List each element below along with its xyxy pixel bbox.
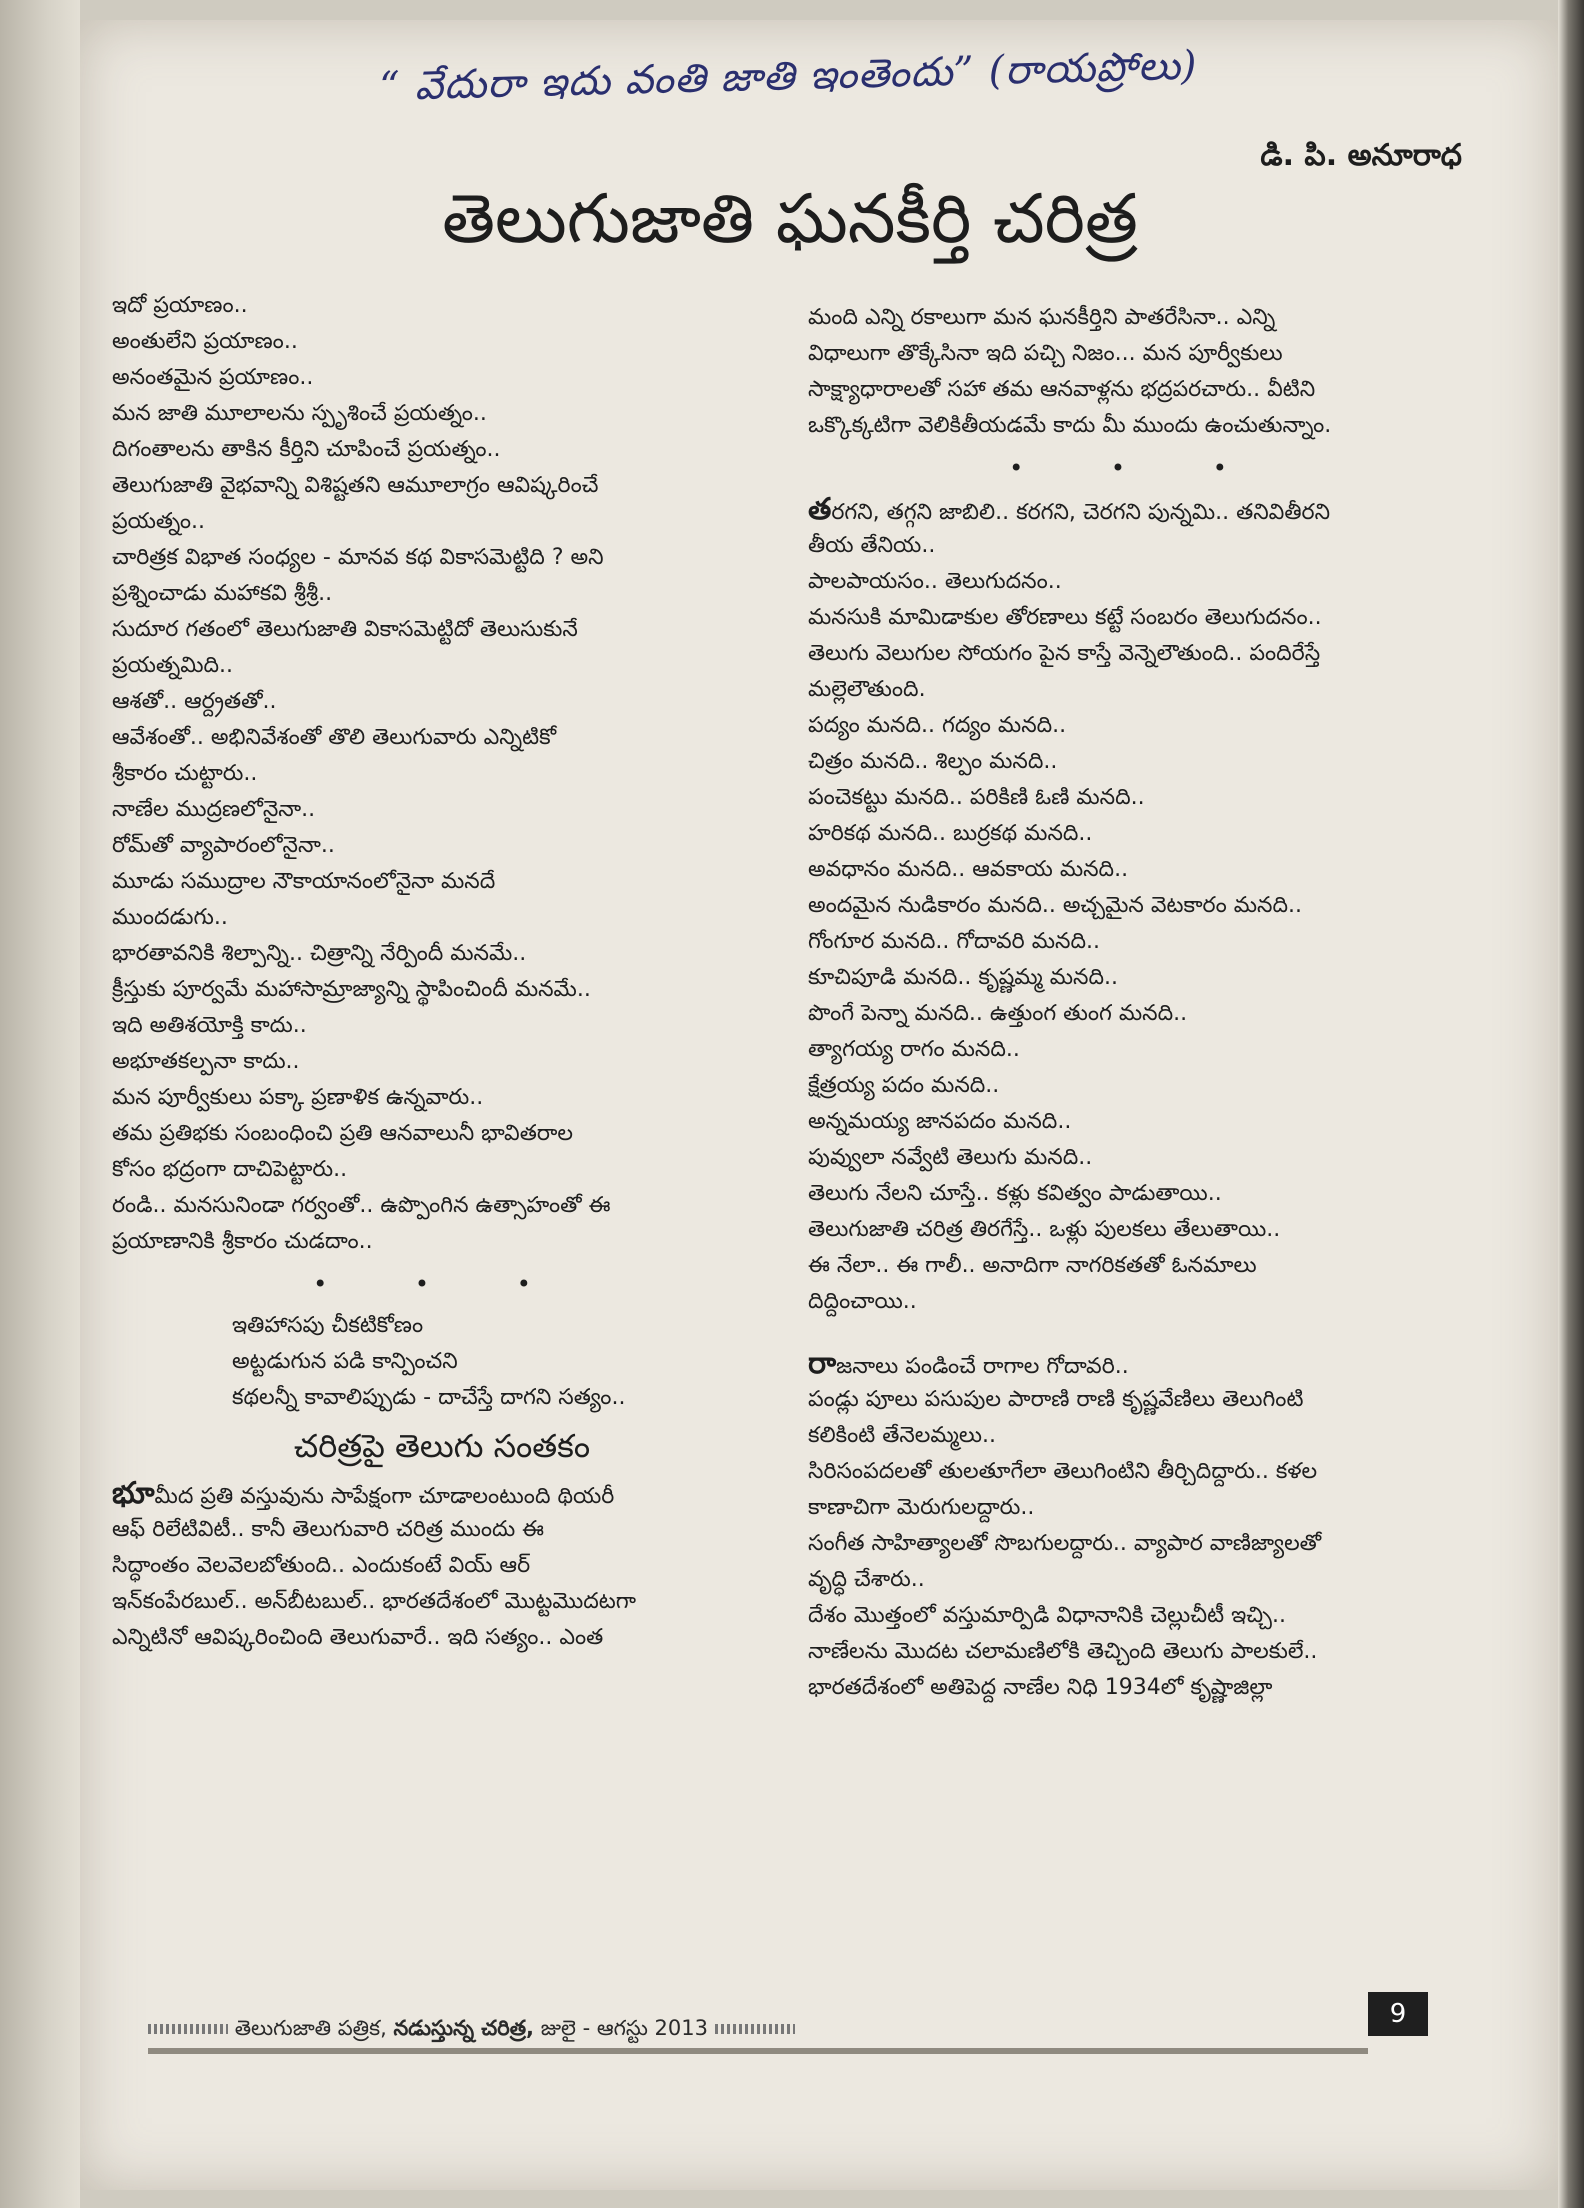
section-lines [112,1512,772,1656]
text-line: సంగీత సాహిత్యాలతో సొబగులద్దారు.. వ్యాపార వాణిజ్యాలతో [808,1531,1322,1556]
text-line: క్షేత్రయ్య పదం మనది.. [808,1073,1000,1098]
text-line: ప్రశ్నించాడు మహాకవి శ్రీశ్రీ.. [112,581,333,606]
text-line: తెలుగు వెలుగుల సోయగం పైన కాస్తే వెన్నెలౌతుంది.. పందిరేస్తే [808,641,1321,666]
text-line: మంది ఎన్ని రకాలుగా మన ఘనకీర్తిని పాతరేసినా.. ఎన్ని [808,305,1276,330]
text-line: సుదూర గతంలో తెలుగుజాతి వికాసమెట్టిదో తెలుసుకునే [112,617,578,642]
issue-date: జులై - ఆగస్టు 2013 [540,2016,708,2040]
text-line: అవధానం మనది.. ఆవకాయ మనది.. [808,857,1129,882]
text-line: కాణాచిగా మెరుగులద్దారు.. [808,1495,1035,1520]
text-line: తీయ తేనియ.. [808,533,936,558]
text-line: పండ్లు పూలు పసుపుల పారాణి రాణి కృష్ణవేణిలు తెలుగింటి [808,1387,1304,1412]
text-line: ఒక్కొక్కటిగా వెలికితీయడమే కాదు మీ ముందు ఉంచుతున్నాం. [808,413,1332,438]
text-line: ఇది అతిశయోక్తి కాదు.. [112,1013,307,1038]
left-intro-lines [112,288,772,1260]
footer-pattern [148,2024,228,2034]
text-line: క్రీస్తుకు పూర్వమే మహాసామ్రాజ్యాన్ని స్థాపించిందీ మనమే.. [112,977,591,1002]
right-lines [808,528,1468,1320]
paragraph-first-line [808,492,1468,528]
text-line: అన్నమయ్య జానపదం మనది.. [808,1109,1072,1134]
author-name: డి. పి. అనూరాధ [1260,138,1462,173]
text-line: ముందడుగు.. [112,905,228,930]
text-line: ప్రయాణానికి శ్రీకారం చుడదాం.. [112,1229,373,1254]
text-line: తెలుగుజాతి చరిత్ర తిరగేస్తే.. ఒళ్లు పులకలు తేలుతాయి.. [808,1217,1281,1242]
text-line: మూడు సముద్రాల నౌకాయానంలోనైనా మనదే [112,869,496,894]
text-line: శ్రీకారం చుట్టారు.. [112,761,258,786]
text-line: సిరిసంపదలతో తులతూగేలా తెలుగింటిని తీర్చిదిద్దారు.. కళల [808,1459,1318,1484]
text-line: అంతులేని ప్రయాణం.. [112,329,298,354]
text-line: ఎన్నిటినో ఆవిష్కరించింది తెలుగువారే.. ఇది సత్యం.. ఎంత [112,1625,604,1650]
footer-pattern [715,2024,795,2034]
right-lines-2 [808,1382,1468,1706]
text-line: తమ ప్రతిభకు సంబంధించి ప్రతి ఆనవాలునీ భావితరాల [112,1121,574,1146]
issue-name: నడుస్తున్న చరిత్ర, [393,2016,535,2040]
text-line: ఇన్‌కంపేరబుల్.. అన్‌బీటబుల్.. భారతదేశంలో మొట్టమొదటగా [112,1589,636,1614]
handwritten-note: “ వేదురా ఇదు వంతి జాతి ఇంతెందు” (రాయప్రోలు) [378,42,1199,110]
text-line: భారతావనికి శిల్పాన్ని.. చిత్రాన్ని నేర్పిందీ మనమే.. [112,941,527,966]
subheading: చరిత్రపై తెలుగు సంతకం [293,1427,591,1465]
text-line: నాణేల ముద్రణలోనైనా.. [112,797,316,822]
text-line: ప్రయత్నం.. [112,509,206,534]
text-line: కోసం భద్రంగా దాచిపెట్టారు.. [112,1157,348,1182]
text-line: మన జాతి మూలాలను స్పృశించే ప్రయత్నం.. [112,401,487,426]
text-line: పువ్వులా నవ్వేటి తెలుగు మనది.. [808,1145,1093,1170]
publication-name: తెలుగుజాతి పత్రిక, [234,2016,387,2040]
text-line: తెలుగు నేలని చూస్తే.. కళ్లు కవిత్వం పాడుతాయి.. [808,1181,1222,1206]
section-separator: • • • [313,1270,571,1298]
dropcap: త [808,492,832,527]
text-line: సిద్ధాంతం వెలవెలబోతుంది.. ఎందుకంటే వియ్ ఆర్ [112,1553,531,1578]
text-line: పద్యం మనది.. గద్యం మనది.. [808,713,1067,738]
text-line: అనంతమైన ప్రయాణం.. [112,365,314,390]
text-line: సాక్ష్యాధారాలతో సహా తమ ఆనవాళ్లను భద్రపరచారు.. వీటిని [808,377,1316,402]
first-line-text: రగని, తగ్గని జాబిలి.. కరగని, చెరగని పున్నమి.. తనివితీరని [831,500,1331,525]
page-number: 9 [1368,1992,1428,2036]
text-line: ఈ నేలా.. ఈ గాలీ.. అనాదిగా నాగరికతతో ఓనమాలు [808,1253,1257,1278]
text-line: విధాలుగా తొక్కేసినా ఇది పచ్చి నిజం... మన పూర్వీకులు [808,341,1283,366]
text-line: చిత్రం మనది.. శిల్పం మనది.. [808,749,1058,774]
text-line: ఇతిహాసపు చీకటికోణం [232,1313,424,1338]
paragraph-gap [808,1320,1468,1346]
section-first-line [112,1476,772,1512]
text-line: హరికథ మనది.. బుర్రకథ మనది.. [808,821,1093,846]
text-line: ప్రయత్నమిది.. [112,653,233,678]
text-line: త్యాగయ్య రాగం మనది.. [808,1037,1020,1062]
text-line: అందమైన నుడికారం మనది.. అచ్చమైన వెటకారం మనది.. [808,893,1302,918]
dropcap: రా [808,1346,837,1381]
text-line: పాలపాయసం.. తెలుగుదనం.. [808,569,1062,594]
right-column [808,300,1468,1706]
text-line: పంచెకట్టు మనది.. పరికిణి ఓణి మనది.. [808,785,1145,810]
section-separator: • • • [1009,454,1267,482]
text-line: చారిత్రక విభాత సంధ్యల - మానవ కథ వికాసమెట్టిది ? అని [112,545,604,570]
first-line-text: మీద ప్రతి వస్తువును సాపేక్షంగా చూడాలంటుంది థియరీ [154,1484,615,1509]
dropcap: భూ [112,1476,155,1511]
text-line: మల్లెలౌతుంది. [808,677,926,702]
text-line: మన పూర్వీకులు పక్కా ప్రణాళిక ఉన్నవారు.. [112,1085,484,1110]
text-line: తెలుగుజాతి వైభవాన్ని విశిష్టతని ఆమూలాగ్రం ఆవిష్కరించే [112,473,599,498]
text-line: ఇదో ప్రయాణం.. [112,293,248,318]
text-line: కలికింటి తేనెలమ్మలు.. [808,1423,997,1448]
text-line: అట్టడుగున పడి కాన్పించని [232,1349,458,1374]
text-line: ఆఫ్ రిలేటివిటీ.. కానీ తెలుగువారి చరిత్ర ముందు ఈ [112,1517,545,1542]
text-line: ఆవేశంతో.. అభినివేశంతో తొలి తెలుగువారు ఎన్నిటికో [112,725,557,750]
text-line: గోంగూర మనది.. గోదావరి మనది.. [808,929,1100,954]
page-edge-shadow [1558,0,1584,2208]
page-binding [0,0,80,2208]
right-intro-lines [808,300,1468,444]
text-line: దిగంతాలను తాకిన కీర్తిని చూపించే ప్రయత్నం.. [112,437,501,462]
page-footer [148,2008,1368,2054]
poem-verse [112,1308,772,1416]
article-title: తెలుగుజాతి ఘనకీర్తి చరిత్ర [442,180,1138,259]
first-line-text: జనాలు పండించే రాగాల గోదావరి.. [836,1354,1129,1379]
text-line: మనసుకి మామిడాకుల తోరణాలు కట్టే సంబరం తెలుగుదనం.. [808,605,1322,630]
text-line: రండి.. మనసునిండా గర్వంతో.. ఉప్పొంగిన ఉత్సాహంతో ఈ [112,1193,611,1218]
left-column [112,288,772,1656]
text-line: దేశం మొత్తంలో వస్తుమార్పిడి విధానానికి చెల్లుచీటీ ఇచ్చి.. [808,1603,1286,1628]
text-line: ఆశతో.. ఆర్ద్రతతో.. [112,689,277,714]
text-line: కథలన్నీ కావాలిప్పుడు - దాచేస్తే దాగని సత్యం.. [232,1385,626,1410]
text-line: వృద్ధి చేశారు.. [808,1567,925,1592]
text-line: భారతదేశంలో అతిపెద్ద నాణేల నిధి 1934లో కృష్ణాజిల్లా [808,1675,1273,1700]
text-line: అభూతకల్పనా కాదు.. [112,1049,300,1074]
paragraph-first-line [808,1346,1468,1382]
text-line: నాణేలను మొదట చలామణిలోకి తెచ్చింది తెలుగు పాలకులే.. [808,1639,1318,1664]
text-line: దిద్దించాయి.. [808,1289,917,1314]
text-line: రోమ్‌తో వ్యాపారంలోనైనా.. [112,833,335,858]
text-line: పొంగే పెన్నా మనది.. ఉత్తుంగ తుంగ మనది.. [808,1001,1188,1026]
text-line: కూచిపూడి మనది.. కృష్ణమ్మ మనది.. [808,965,1118,990]
